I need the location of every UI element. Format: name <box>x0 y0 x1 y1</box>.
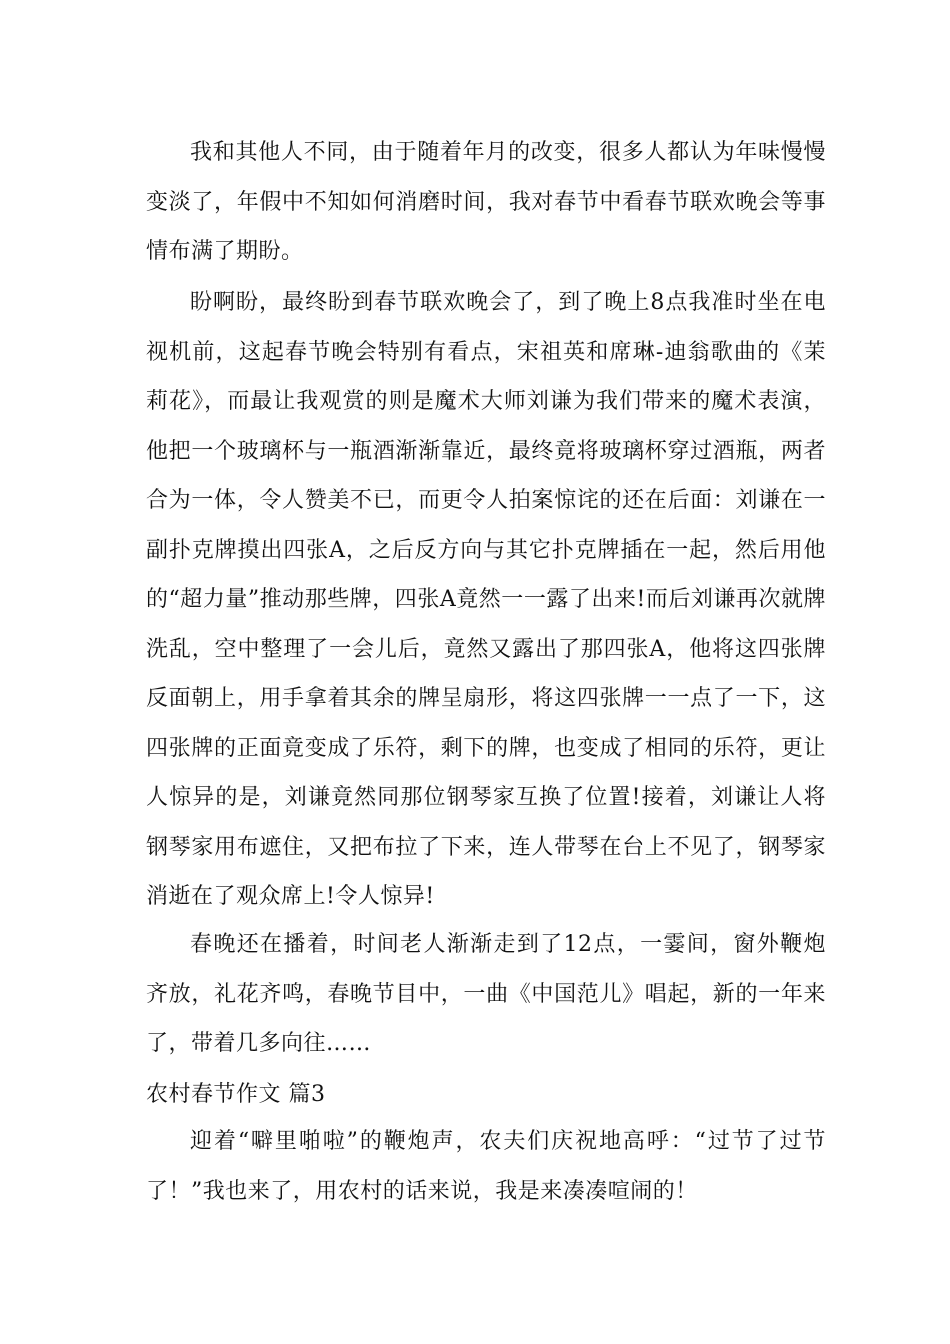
paragraph-3: 春晚还在播着，时间老人渐渐走到了12点，一霎间，窗外鞭炮齐放，礼花齐鸣，春晚节目中，一曲《中国范儿》唱起，新的一年来了，带着几多向往…… <box>146 932 826 1056</box>
paragraph-2: 盼啊盼，最终盼到春节联欢晚会了，到了晚上8点我准时坐在电视机前，这起春节晚会特别有看点，宋祖英和席琳-迪翁歌曲的《茉莉花》，而最让我观赏的则是魔术大师刘谦为我们带来的魔术表演，他把一个玻璃杯与一瓶酒渐渐靠近，最终竟将玻璃杯穿过酒瓶，两者合为一体，令人赞美不已，而更令人拍案惊诧的还在后面：刘谦在一副扑克牌摸出四张A，之后反方向与其它扑克牌插在一起，然后用他的“超力量”推动那些牌，四张A竟然一一露了出来!而后刘谦再次就牌洗乱，空中整理了一会儿后，竟然又露出了那四张A，他将这四张牌反面朝上，用手拿着其余的牌呈扇形，将这四张牌一一点了一下，这四张牌的正面竟变成了乐符，剩下的牌，也变成了相同的乐符，更让人惊异的是，刘谦竟然同那位钢琴家互换了位置!接着，刘谦让人将钢琴家用布遮住，又把布拉了下来，连人带琴在台上不见了，钢琴家消逝在了观众席上!令人惊异! <box>146 290 826 909</box>
paragraph-1: 我和其他人不同，由于随着年月的改变，很多人都认为年味慢慢变淡了，年假中不知如何消磨时间，我对春节中看春节联欢晚会等事情布满了期盼。 <box>146 140 826 264</box>
section-heading: 农村春节作文 篇3 <box>146 1082 326 1107</box>
section-paragraph: 迎着“噼里啪啦”的鞭炮声，农夫们庆祝地高呼：“过节了过节了！”我也来了，用农村的话来说，我是来凑凑喧闹的！ <box>146 1129 826 1204</box>
